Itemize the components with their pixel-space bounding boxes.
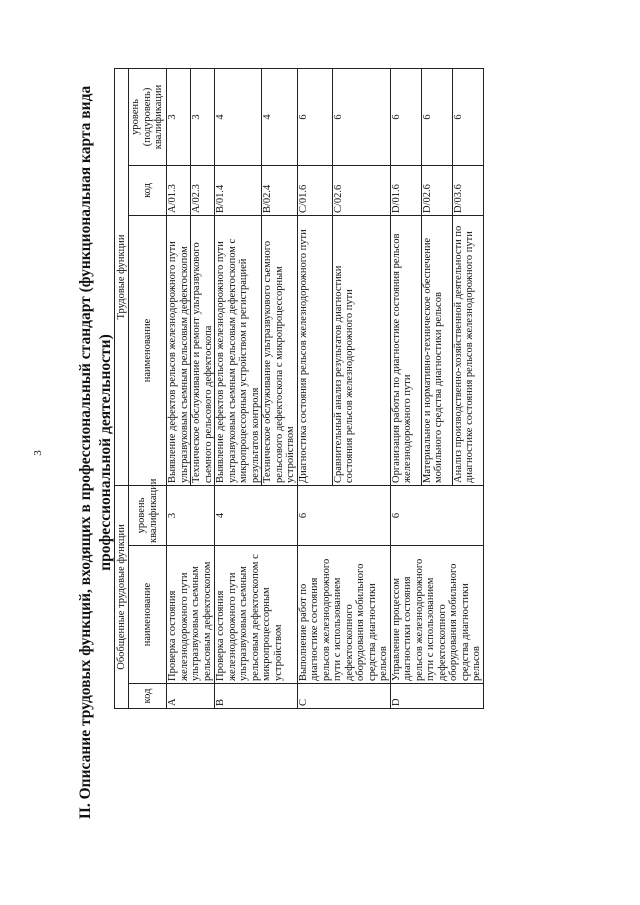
col-name-header: наименование: [129, 546, 167, 684]
labor-functions-header: Трудовые функции: [115, 68, 129, 485]
function-name: Техническое обслуживание и ремонт ультразвукового съемного рельсового дефектоскопа: [191, 215, 215, 485]
group-code: A: [167, 684, 215, 709]
function-name: Анализ производственно-хозяйственной деятельности по диагностике состояния рельсов железнодорожного пути: [452, 215, 483, 485]
section-heading-line-1: II. Описание трудовых функций, входящих в профессиональный стандарт (функциональная карта вида: [77, 85, 94, 820]
function-name: Техническое обслуживание ультразвукового съемного рельсового дефектоскопа с микропроцессорным устройством: [262, 215, 298, 485]
group-code: D: [390, 684, 483, 709]
group-name: Выполнение работ по диагностике состояния рельсов железнодорожного пути с использованием дефектоскопного оборудования мобильного средства диагностики рельсов: [297, 546, 390, 684]
function-name: Организация работы по диагностике состояния рельсов железнодорожного пути: [390, 215, 421, 485]
page-number: 3: [32, 450, 44, 456]
group-level: 6: [297, 485, 390, 545]
function-code: C/02.6: [332, 165, 390, 215]
function-level: 4: [262, 68, 298, 165]
col-labor-name-header: наименование: [129, 215, 167, 485]
group-code: C: [297, 684, 390, 709]
function-code: B/02.4: [262, 165, 298, 215]
function-level: 6: [390, 68, 421, 165]
function-level: 3: [167, 68, 191, 165]
col-code-header: код: [129, 684, 167, 709]
function-name: Выявление дефектов рельсов железнодорожного пути ультразвуковым съемным рельсовым дефектоскопом: [167, 215, 191, 485]
function-name: Сравнительный анализ результатов диагностики состояния рельсов железнодорожного пути: [332, 215, 390, 485]
function-level: 3: [191, 68, 215, 165]
function-name: Выявление дефектов рельсов железнодорожного пути ультразвуковым съемным рельсовым дефектоскопом с микропроцессорным устройством и регистрацией результатов контроля: [215, 215, 262, 485]
table-row: [215, 68, 262, 708]
function-code: A/02.3: [191, 165, 215, 215]
group-code: B: [215, 684, 298, 709]
function-level: 4: [215, 68, 262, 165]
generalized-functions-header: Обобщенные трудовые функции: [115, 485, 129, 708]
function-level: 6: [421, 68, 452, 165]
function-name: Диагностика состояния рельсов железнодорожного пути: [297, 215, 332, 485]
function-code: D/01.6: [390, 165, 421, 215]
table-row: [167, 68, 191, 708]
group-name: Проверка состояния железнодорожного пути ультразвуковым съемным рельсовым дефектоскопом: [167, 546, 215, 684]
function-level: 6: [297, 68, 332, 165]
group-name: Управление процессом диагностики состояния рельсов железнодорожного пути с использованием дефектоскопного оборудования мобильного средства диагностики рельсов: [390, 546, 483, 684]
function-code: D/03.6: [452, 165, 483, 215]
table-row: [390, 68, 421, 708]
function-code: A/01.3: [167, 165, 191, 215]
group-name: Проверка состояния железнодорожного пути ультразвуковым съемным рельсовым дефектоскопом с микропроцессорным устройством: [215, 546, 298, 684]
table-row: [297, 68, 332, 708]
functional-map-table: [114, 68, 484, 709]
col-labor-code-header: код: [129, 165, 167, 215]
function-level: 6: [452, 68, 483, 165]
group-level: 6: [390, 485, 483, 545]
function-name: Материальное и нормативно-техническое обеспечение мобильного средства диагностики рельсов: [421, 215, 452, 485]
function-code: B/01.4: [215, 165, 262, 215]
function-code: D/02.6: [421, 165, 452, 215]
col-sub-level-header: уровень (подуровень) квалификации: [129, 68, 167, 165]
section-heading-line-2: профессиональной деятельности): [97, 334, 114, 571]
function-level: 6: [332, 68, 390, 165]
group-level: 3: [167, 485, 215, 545]
col-qual-level-header: уровень квалификации: [129, 485, 167, 545]
group-level: 4: [215, 485, 298, 545]
function-code: C/01.6: [297, 165, 332, 215]
